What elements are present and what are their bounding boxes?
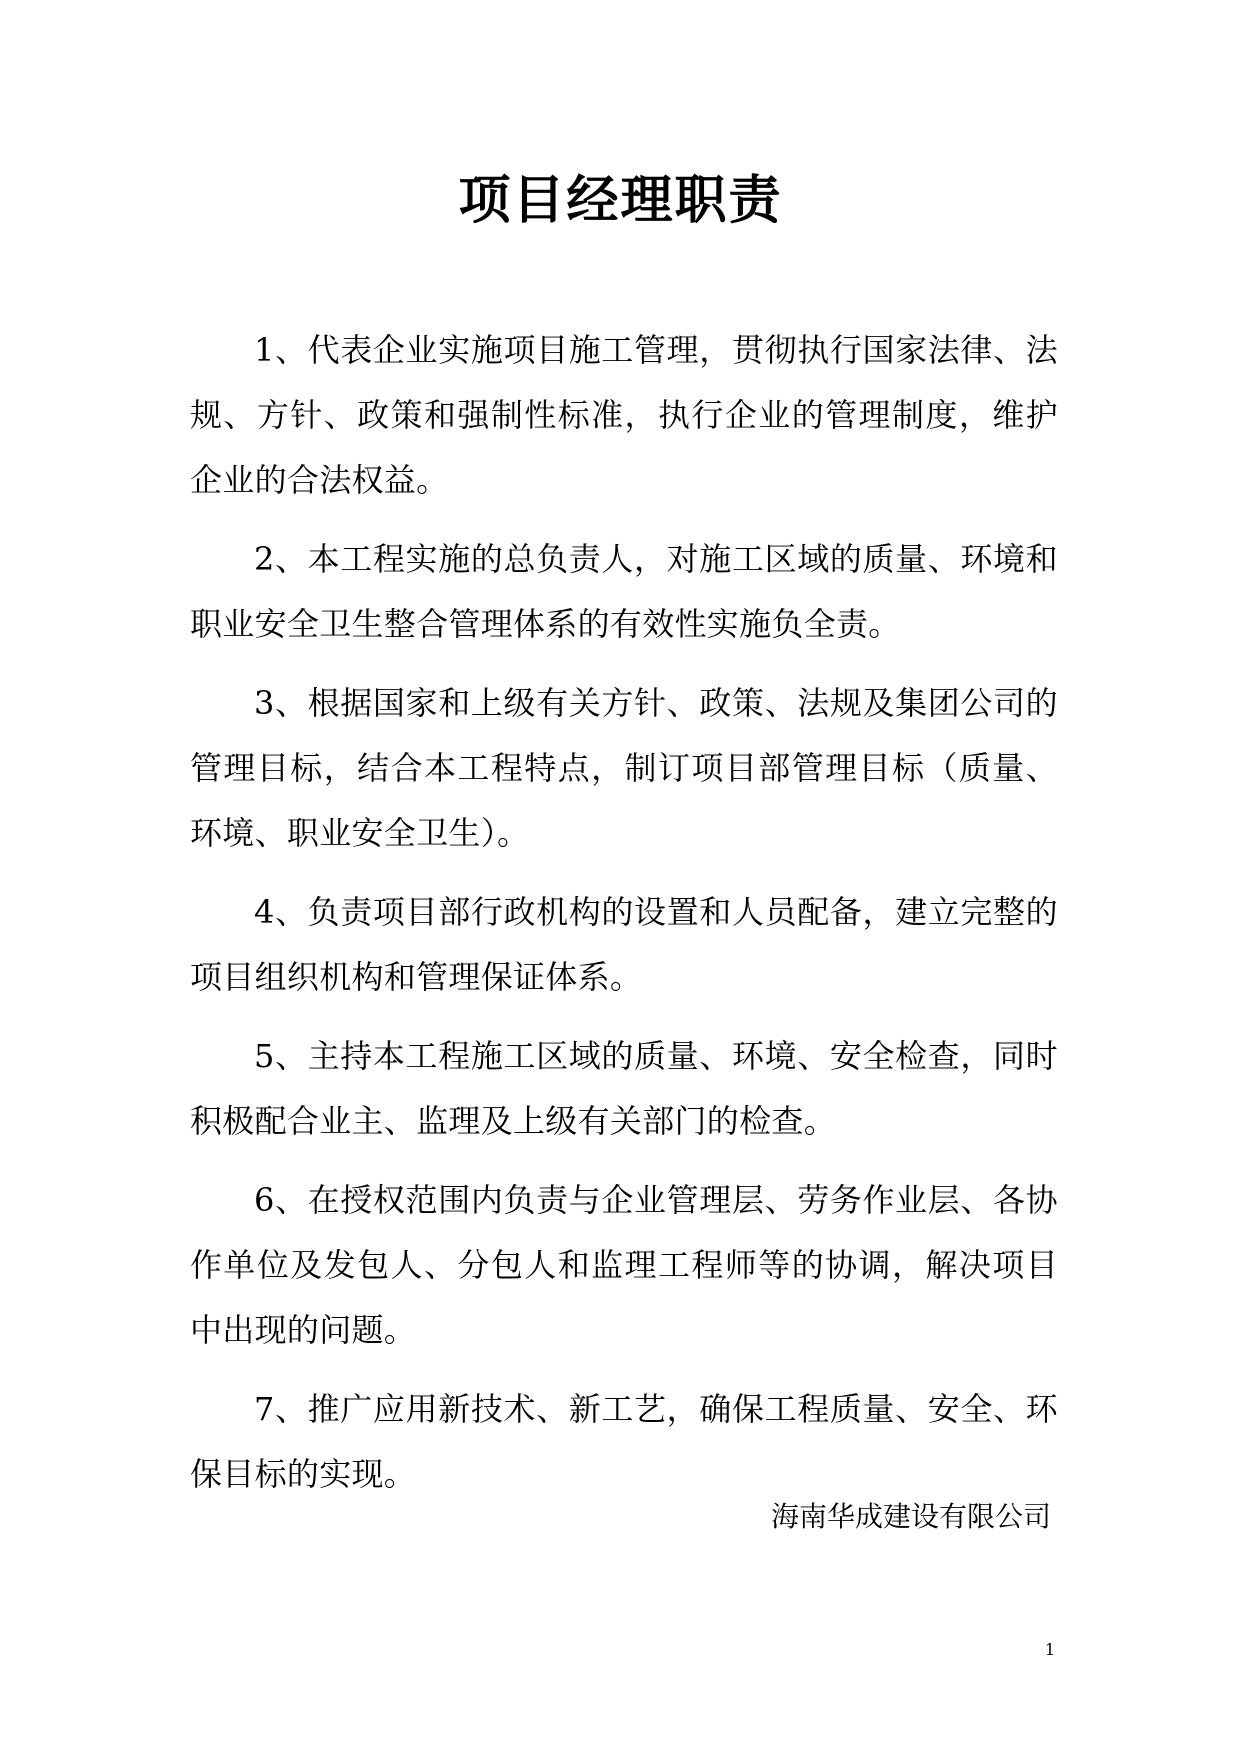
- paragraph-5: 5、主持本工程施工区域的质量、环境、安全检查，同时积极配合业主、监理及上级有关部门的检查。: [190, 1037, 1058, 1140]
- document-title: 项目经理职责: [458, 170, 783, 231]
- paragraph-2: 2、本工程实施的总负责人，对施工区域的质量、环境和职业安全卫生整合管理体系的有效性实施负全责。: [190, 540, 1058, 643]
- document-body: [190, 318, 1058, 1521]
- paragraph-6: 6、在授权范围内负责与企业管理层、劳务作业层、各协作单位及发包人、分包人和监理工程师等的协调，解决项目中出现的问题。: [190, 1181, 1058, 1349]
- paragraph-3: 3、根据国家和上级有关方针、政策、法规及集团公司的管理目标，结合本工程特点，制订项目部管理目标（质量、环境、职业安全卫生）。: [190, 684, 1058, 852]
- page-number: 1: [1044, 1640, 1055, 1659]
- paragraph-4: 4、负责项目部行政机构的设置和人员配备，建立完整的项目组织机构和管理保证体系。: [190, 893, 1058, 996]
- paragraph-7: 7、推广应用新技术、新工艺，确保工程质量、安全、环保目标的实现。: [190, 1390, 1058, 1493]
- company-signature: 海南华成建设有限公司: [770, 1500, 1051, 1533]
- paragraph-1: 1、代表企业实施项目施工管理，贯彻执行国家法律、法规、方针、政策和强制性标准，执行企业的管理制度，维护企业的合法权益。: [190, 331, 1058, 499]
